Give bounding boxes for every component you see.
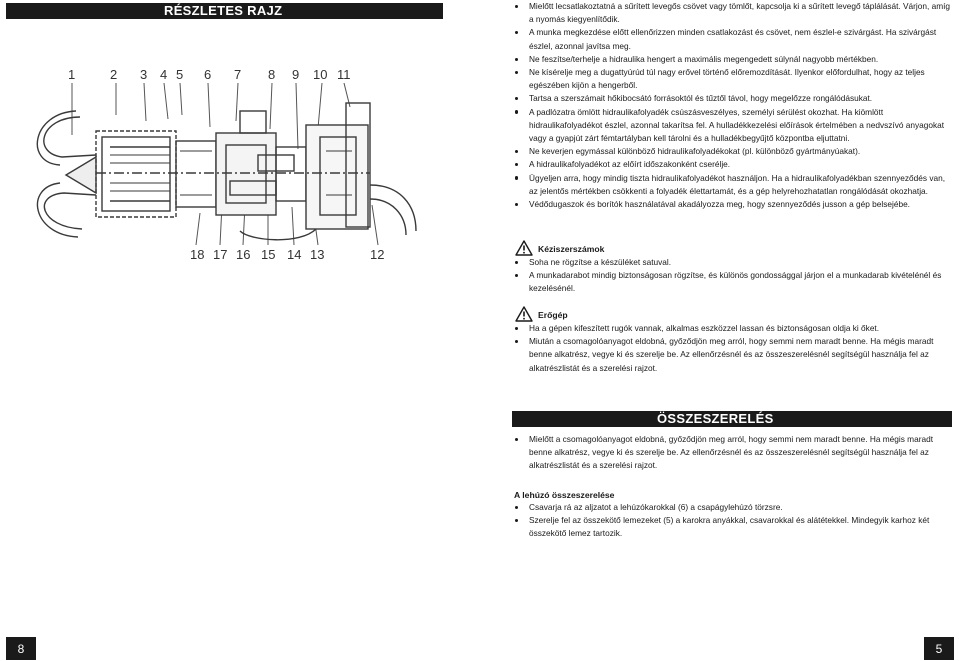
part-label-top: 7: [234, 67, 242, 82]
part-label-bottom: 16: [236, 247, 251, 262]
part-label-top: 1: [68, 67, 76, 82]
list-item: Tartsa a szerszámait hőkibocsátó forrásoktól és tűztől távol, hogy megelőzze rongálódásukat.: [512, 92, 952, 105]
part-label-top: 3: [140, 67, 148, 82]
list-item: Védődugaszok és borítók használatával akadályozza meg, hogy szennyeződés jusson a gép belsejébe.: [512, 198, 952, 211]
exploded-diagram: [30, 55, 425, 265]
list-item: A hidraulikafolyadékot az előírt időszakonként cserélje.: [512, 158, 952, 171]
list-item: Ne feszítse/terhelje a hidraulika hengert a maximális megengedett súlynál nagyobb mértékben.: [512, 53, 952, 66]
list-item: Ügyeljen arra, hogy mindig tiszta hidraulikafolyadékot használjon. Ha a hidraulikafolyadékban szennyeződés van, az jelentős mértékben csökkenti a folyadék élettartamát, és a gép helyrehozhatatlan rongálódását okozhatja.: [512, 172, 952, 198]
list-item: A padlózatra ömlött hidraulikafolyadék csúszásveszélyes, személyi sérülést okozhat. Ha kiömlött hidraulikafolyadékot észlel, azonnal takarítsa fel. A hulladékkezelési előírások értelmében a nedvszívó anyagokat vagy a gyapjút zárt fémtartályban kell tárolni és a hulladékbegyűjtő központba eljuttatni.: [512, 106, 952, 146]
page-number-right: 5: [924, 637, 954, 660]
part-label-bottom: 18: [190, 247, 205, 262]
safety-list: [512, 0, 952, 211]
list-item: Mielőtt lecsatlakoztatná a sűrített levegős csövet vagy tömlőt, kapcsolja ki a sűrített levegő táplálását. Várjon, amíg a nyomás kiegyenlítődik.: [512, 0, 952, 26]
warning-icon: [515, 306, 533, 322]
part-label-bottom: 17: [213, 247, 228, 262]
list-item: Mielőtt a csomagolóanyagot eldobná, győződjön meg arról, hogy semmi nem maradt benne. Ha mégis maradt benne alkatrész, vegye ki és szerelje be. Az ellenőrzésnél és az összeszerelésnél segítségül használja fel az alkatrészlistát és a szerelési rajzot.: [512, 433, 952, 473]
list-item: Soha ne rögzítse a készüléket satuval.: [512, 256, 952, 269]
section-header-assembly: [512, 411, 952, 427]
part-label-bottom: 14: [287, 247, 302, 262]
part-label-bottom: 13: [310, 247, 325, 262]
section-header-detailed-drawing: [6, 3, 443, 19]
part-label-top: 2: [110, 67, 118, 82]
part-label-top: 5: [176, 67, 184, 82]
part-label-top: 8: [268, 67, 276, 82]
list-item: Miután a csomagolóanyagot eldobná, győződjön meg arról, hogy semmi nem maradt benne. Ha mégis maradt benne alkatrész, vegye ki és szerelje be. Az ellenőrzésnél és az összeszerelésnél segítségül használja fel az alkatrészlistát és a szerelési rajzot.: [512, 335, 952, 375]
puller-assembly-list: [512, 501, 952, 541]
part-label-bottom: 15: [261, 247, 276, 262]
list-item: Csavarja rá az aljzatot a lehúzókarokkal (6) a csapágylehúzó törzsre.: [512, 501, 952, 514]
list-item: Ne keverjen egymással különböző hidraulikafolyadékokat (pl. különböző gyártmányúakat).: [512, 145, 952, 158]
assembly-list: [512, 433, 952, 473]
list-item: Ne kísérelje meg a dugattyúrúd túl nagy erővel történő előremozdítását. Ilyenkor előfordulhat, hogy az teljes egészében kijön a hengerből.: [512, 66, 952, 92]
part-label-bottom: 12: [370, 247, 385, 262]
list-item: A munka megkezdése előtt ellenőrizzen minden csatlakozást és csövet, nem észlel-e szivárgást. Ha szivárgást észlel, azonnal javítsa meg.: [512, 26, 952, 52]
part-label-top: 6: [204, 67, 212, 82]
page-number-left: 8: [6, 637, 36, 660]
force-list: [512, 322, 952, 375]
section-title: RÉSZLETES RAJZ: [164, 3, 283, 18]
part-label-top: 10: [313, 67, 328, 82]
part-label-top: 11: [337, 67, 351, 82]
force-title: Erőgép: [538, 310, 568, 320]
hand-tools-title: Kéziszerszámok: [538, 244, 605, 254]
hand-tools-list: [512, 256, 952, 296]
list-item: Ha a gépen kifeszített rugók vannak, alkalmas eszközzel lassan és biztonságosan oldja ki őket.: [512, 322, 952, 335]
list-item: Szerelje fel az összekötő lemezeket (5) a karokra anyákkal, csavarokkal és alátétekkel. Mindegyik karhoz két összekötő lemez tartozik.: [512, 514, 952, 540]
part-label-top: 9: [292, 67, 300, 82]
puller-assembly-subtitle: A lehúzó összeszerelése: [514, 490, 615, 500]
warning-icon: [515, 240, 533, 256]
part-label-top: 4: [160, 67, 168, 82]
section-title: ÖSSZESZERELÉS: [657, 411, 774, 426]
list-item: A munkadarabot mindig biztonságosan rögzítse, és különös gondossággal járjon el a munkadarab kivételénél és kezelésénél.: [512, 269, 952, 295]
